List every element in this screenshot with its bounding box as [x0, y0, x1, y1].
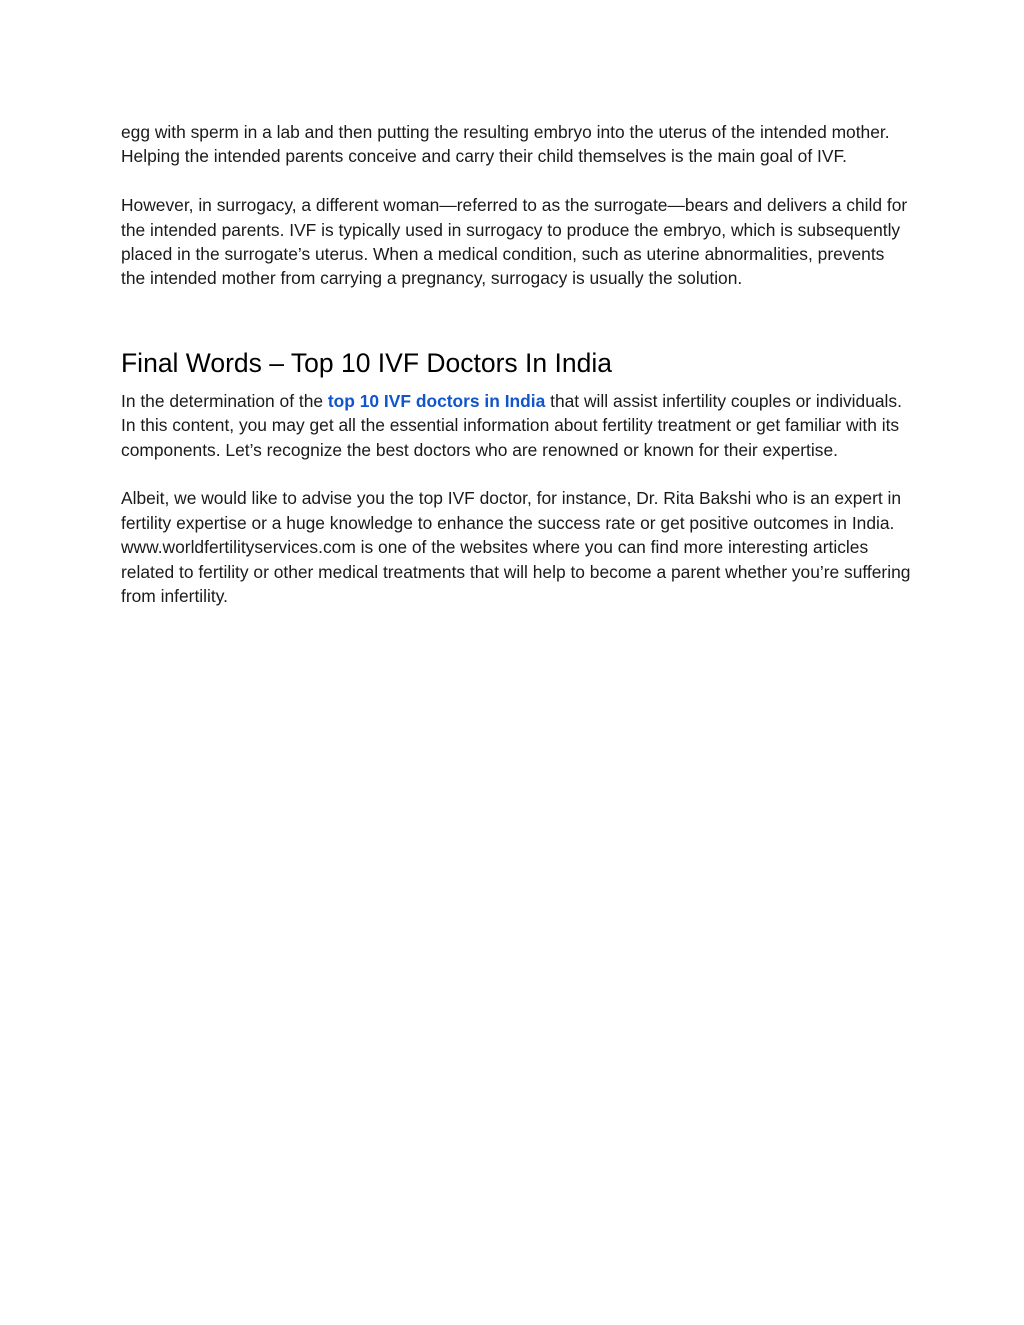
section-heading: Final Words – Top 10 IVF Doctors In India: [121, 347, 612, 378]
top-ivf-doctors-link[interactable]: top 10 IVF doctors in India: [327, 390, 546, 411]
final-words-body: [121, 389, 911, 609]
document-page: [121, 120, 911, 608]
intro-paragraph-2: However, in surrogacy, a different woman—referred to as the surrogate—bears and delivers a child for the intended parents. IVF is typically used in surrogacy to produce the embryo, which is subsequently placed in the surrogate’s uterus. When a medical condition, such as uterine abnormalities, prevents the intended mother from carrying a pregnancy, surrogacy is usually the solution.: [121, 195, 908, 289]
final-words-paragraph-1: [121, 389, 911, 462]
intro-paragraph-1: egg with sperm in a lab and then putting the resulting embryo into the uterus of the intended mother. Helping the intended parents conceive and carry their child themselves is the main goal of IVF.: [121, 122, 890, 167]
paragraph-text-before-link: In the determination of the: [121, 390, 328, 411]
paragraph-text-after-link: that will assist infertility couples or individuals. In this content, you may get all the essential information about fertility treatment or get familiar with its components. Let’s recognize the best doctors who are renowned or known for their expertise.: [121, 390, 902, 460]
final-words-paragraph-2: Albeit, we would like to advise you the top IVF doctor, for instance, Dr. Rita Bakshi who is an expert in fertility expertise or a huge knowledge to enhance the success rate or get positive outcomes in India. www.worldfertilityservices.com is one of the websites where you can find more interesting articles related to fertility or other medical treatments that will help to become a parent whether you’re suffering from infertility.: [121, 488, 911, 607]
